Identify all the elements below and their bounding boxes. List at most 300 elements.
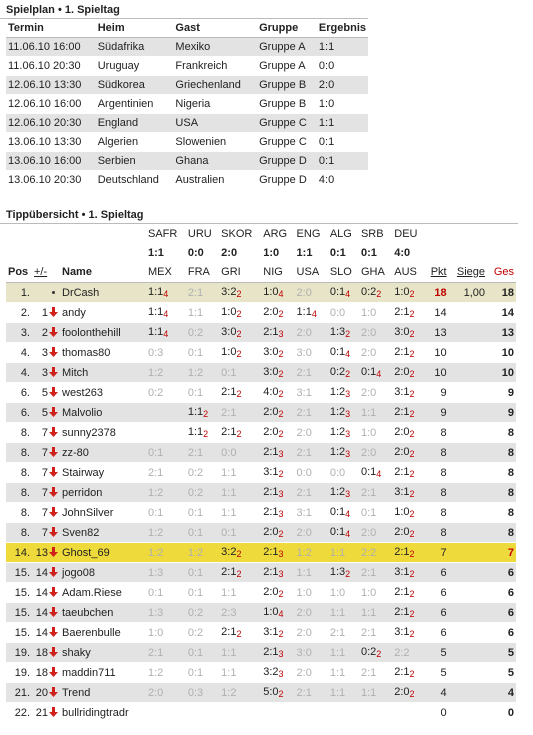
tip-score: 0:2 [187,326,204,339]
player-name[interactable]: DrCash [60,283,146,303]
tip-score: 0:1 [187,666,204,679]
tip-points: 2 [409,689,415,699]
tip-cell [186,623,219,643]
tip-cell [219,643,261,663]
player-pos: 14. [6,543,32,563]
tip-cell [392,403,425,423]
tip-score: 2:0 [394,686,410,698]
tip-cell [392,663,425,683]
match-ergebnis: 4:0 [318,174,335,186]
tip-cell [295,323,328,343]
col-pkt[interactable]: Pkt [425,262,449,283]
col-change[interactable]: +/- [32,262,60,283]
player-name[interactable]: west263 [60,383,146,403]
player-pkt: 18 [425,283,449,303]
tip-cell [328,683,359,703]
match-ergebnis: 0:1 [317,152,368,171]
tip-cell [261,703,294,723]
tip-cell [219,483,261,503]
tip-score: 1:2 [329,446,346,458]
match-heim: Südkorea [96,76,174,95]
tip-cell [219,423,261,443]
tip-points: 2 [236,389,242,399]
tip-score: 2:0 [263,406,279,418]
tip-score: 1:0 [263,606,279,618]
tip-score: 1:1 [360,686,377,699]
col-ergebnis: Ergebnis [317,19,368,38]
previous-pos: 7 [41,446,48,459]
tip-cell [219,683,261,703]
tip-score: 2:1 [296,366,312,379]
tip-score: 3:0 [394,326,410,338]
player-siege [449,543,487,563]
tip-cell [295,283,328,303]
tip-score: 0:1 [221,526,237,539]
tip-score: 2:1 [394,666,410,678]
tip-score: 0:3 [148,346,164,359]
tip-cell [219,563,261,583]
red-down-arrow-icon [49,447,58,457]
tip-cell [359,623,392,643]
tip-cell [328,303,359,323]
tip-cell [261,523,294,543]
tip-score: 2:0 [148,686,164,699]
player-name[interactable]: Adam.Riese [60,583,146,603]
tip-score: 0:2 [329,366,346,378]
tip-points: 3 [278,449,284,459]
tip-score: 1:0 [394,506,410,518]
col-pos[interactable]: Pos [6,262,32,283]
player-siege [449,303,487,323]
tip-cell [392,563,425,583]
tip-score: 1:2 [148,366,164,379]
tip-points: 2 [278,309,284,319]
tip-score: 1:0 [360,306,377,319]
away-code: NIG [261,262,294,283]
tip-score: 3:0 [221,326,237,338]
tip-cell [295,503,328,523]
player-change [32,643,60,663]
player-siege [449,383,487,403]
red-down-arrow-icon [49,347,58,357]
player-pos: 1. [6,283,32,303]
player-ges: 9 [487,383,516,403]
tip-cell [359,383,392,403]
tip-score: 2:0 [296,606,312,619]
tip-score: 2:1 [263,506,279,518]
tip-cell [328,523,359,543]
tip-cell [261,383,294,403]
tip-points: 4 [345,289,351,299]
header-away-row [6,262,516,283]
previous-pos: 2 [41,326,48,339]
tip-cell [295,643,328,663]
tip-cell [146,683,186,703]
tip-score: 1:3 [329,326,346,338]
player-name[interactable]: Baerenbulle [60,623,146,643]
match-result: 4:0 [394,246,411,259]
tip-points: 3 [278,329,284,339]
tip-cell [146,323,186,343]
col-ges[interactable]: Ges [487,262,516,283]
match-ergebnis: 1:1 [317,114,368,133]
player-pos: 8. [6,523,32,543]
match-ergebnis: 1:0 [318,98,335,110]
tip-score: 2:1 [296,446,312,459]
tip-score: 3:1 [296,506,312,519]
tip-cell [186,303,219,323]
previous-pos: 13 [35,546,48,559]
tip-cell [261,623,294,643]
tip-points: 4 [163,289,169,299]
match-termin: 13.06.10 16:00 [6,152,96,171]
tip-points: 2 [278,389,284,399]
tip-score: 2:0 [394,426,410,438]
match-result: 1:0 [263,246,280,259]
player-ges: 8 [487,423,516,443]
tip-points: 2 [236,309,242,319]
match-gast: Mexiko [173,38,257,57]
match-result: 0:1 [360,246,377,259]
player-change [32,563,60,583]
player-change [32,703,60,723]
tip-score: 1:2 [187,366,204,379]
tip-score: 2:1 [148,466,164,479]
player-name[interactable]: taeubchen [60,603,146,623]
match-gast: Frankreich [175,60,228,72]
tip-score: 0:1 [221,366,237,379]
player-name[interactable]: sunny2378 [60,423,146,443]
player-name[interactable]: JohnSilver [60,503,146,523]
player-name[interactable]: maddin711 [60,663,146,683]
match-gruppe: Gruppe D [257,152,317,171]
tip-score: 2:0 [263,586,279,598]
tip-points: 2 [345,369,351,379]
tip-cell [295,523,328,543]
tip-points: 2 [409,469,415,479]
tip-points: 4 [345,349,351,359]
player-row [6,463,516,483]
col-name[interactable]: Name [60,262,146,283]
previous-pos: 20 [35,686,48,699]
player-pkt: 14 [425,303,449,323]
tip-score: 1:1 [148,306,164,318]
tip-score: 3:1 [296,386,312,399]
away-code: USA [295,262,328,283]
tip-cell [186,463,219,483]
tip-score: 3:0 [296,346,312,359]
player-name[interactable]: foolonthehill [60,323,146,343]
player-siege: 1,00 [449,283,487,303]
player-ges: 6 [487,603,516,623]
player-row [6,403,516,423]
tip-score: 3:1 [263,466,279,478]
tip-cell [186,383,219,403]
header-spacer [32,243,60,262]
tip-points: 4 [163,309,169,319]
player-change [32,623,60,643]
match-gast: Ghana [173,152,257,171]
match-result: 2:0 [221,246,238,259]
player-name[interactable]: bullridingtradr [60,703,146,723]
player-pos: 15. [6,603,32,623]
tip-score: 2:0 [394,366,410,378]
red-down-arrow-icon [49,427,58,437]
tip-points: 2 [409,569,415,579]
tip-score: 3:1 [394,386,410,398]
tip-score: 2:1 [263,566,279,578]
tip-score: 0:1 [148,506,164,519]
tip-score: 0:1 [187,526,204,539]
tip-score: 0:1 [187,566,204,579]
header-spacer [449,224,487,243]
tip-points: 2 [409,589,415,599]
player-name[interactable]: Ghost_69 [60,543,146,563]
player-pos: 15. [6,563,32,583]
tip-points: 4 [278,289,284,299]
player-siege [449,663,487,683]
tip-score: 0:2 [187,466,204,479]
tip-points: 3 [278,569,284,579]
tip-cell [261,603,294,623]
tip-points: 2 [236,429,242,439]
player-change [32,483,60,503]
tip-cell [328,703,359,723]
player-row [6,523,516,543]
tip-score: 1:0 [360,586,377,599]
player-pkt: 5 [425,643,449,663]
tip-cell [392,383,425,403]
player-pos: 4. [6,363,32,383]
red-down-arrow-icon [49,307,58,317]
tip-cell [392,483,425,503]
tip-cell [295,463,328,483]
tip-score: 0:3 [187,686,204,699]
tip-score: 1:1 [221,586,237,599]
tip-cell [359,583,392,603]
tip-score: 2:1 [394,546,410,558]
tip-cell [392,363,425,383]
home-code: ARG [263,227,288,240]
tip-score: 1:0 [296,586,312,599]
tip-score: 2:1 [148,646,164,659]
tip-cell [186,423,219,443]
tip-cell [219,543,261,563]
tip-score: 0:1 [187,506,204,519]
player-change [32,603,60,623]
tip-score: 1:1 [329,686,346,699]
tip-score: 0:1 [187,586,204,599]
tip-score: 0:1 [360,506,377,519]
tip-cell [328,323,359,343]
tip-score: 2:1 [394,406,410,418]
tip-cell [261,363,294,383]
tip-cell [392,603,425,623]
tip-points: 2 [236,569,242,579]
red-down-arrow-icon [49,467,58,477]
tip-score: 2:1 [360,666,377,679]
tip-score: 0:1 [187,346,204,359]
home-code: ENG [296,227,321,240]
tip-cell [359,443,392,463]
tip-cell [359,483,392,503]
player-change [32,503,60,523]
player-pkt: 0 [425,703,449,723]
tip-score: 2:2 [394,646,410,659]
tip-score: 1:1 [329,666,346,679]
tip-cell [392,423,425,443]
tip-points: 2 [409,409,415,419]
match-gast: USA [173,114,257,133]
tip-score: 3:0 [263,366,279,378]
tip-score: 1:2 [329,426,346,438]
tip-cell [146,383,186,403]
tip-cell [328,643,359,663]
match-row [6,171,368,190]
tip-cell [146,663,186,683]
tip-score: 2:0 [360,386,377,399]
tip-cell [359,543,392,563]
tip-score: 1:3 [148,566,164,579]
tippuebersicht-section [0,207,518,723]
col-siege[interactable]: Siege [449,262,487,283]
player-name[interactable]: Trend [60,683,146,703]
player-ges: 8 [487,523,516,543]
tip-score: 1:3 [148,606,164,619]
player-pkt: 7 [425,543,449,563]
tip-score: 1:2 [329,486,346,498]
player-name[interactable]: Sven82 [60,523,146,543]
tip-cell [359,323,392,343]
tip-points: 2 [236,289,242,299]
tip-score: 2:1 [263,326,279,338]
header-spacer [425,224,449,243]
tip-points: 2 [345,569,351,579]
tip-score: 0:2 [187,486,204,499]
tip-cell [328,503,359,523]
previous-pos: 7 [41,466,48,479]
red-down-arrow-icon [49,667,58,677]
player-change [32,443,60,463]
tip-points: 2 [278,629,284,639]
tip-cell [186,683,219,703]
match-termin: 12.06.10 13:30 [6,76,96,95]
player-siege [449,623,487,643]
tip-cell [261,443,294,463]
tip-score: 1:1 [221,486,237,499]
player-siege [449,403,487,423]
red-down-arrow-icon [49,687,58,697]
player-ges: 8 [487,463,516,483]
tip-score: 4:0 [263,386,279,398]
player-ges: 10 [487,363,516,383]
tip-cell [261,643,294,663]
tip-cell [219,383,261,403]
tip-score: 2:1 [329,626,346,639]
player-pkt: 6 [425,623,449,643]
player-name[interactable]: Mitch [60,363,146,383]
player-name[interactable]: Stairway [60,463,146,483]
tip-score: 2:2 [360,546,377,559]
previous-pos: 3 [41,366,48,379]
tip-score: 2:0 [296,426,312,439]
red-down-arrow-icon [49,407,58,417]
tip-cell [328,463,359,483]
player-name[interactable]: shaky [60,643,146,663]
tip-score: 1:1 [148,326,164,338]
tip-score: 3:0 [296,646,312,659]
tip-points: 2 [278,349,284,359]
tip-score: 1:2 [187,546,204,559]
player-pkt: 8 [425,443,449,463]
header-spacer [6,243,32,262]
tip-score: 1:1 [329,546,346,559]
tip-cell [186,603,219,623]
player-name[interactable]: perridon [60,483,146,503]
tip-cell [295,403,328,423]
player-name[interactable]: jogo08 [60,563,146,583]
tip-cell [392,523,425,543]
tipp-table [6,224,516,723]
match-ergebnis: 2:0 [317,76,368,95]
tip-cell [146,523,186,543]
spielplan-title: Spielplan • 1. Spieltag [0,2,368,19]
tip-points: 2 [409,549,415,559]
player-siege [449,483,487,503]
match-result: 0:0 [187,246,204,259]
tip-cell [146,643,186,663]
player-siege [449,643,487,663]
player-change [32,323,60,343]
red-down-arrow-icon [49,327,58,337]
previous-pos: 7 [41,526,48,539]
tip-score: 1:1 [221,646,237,659]
player-name[interactable]: Malvolio [60,403,146,423]
player-siege [449,343,487,363]
tip-score: 2:0 [296,526,312,539]
tip-points: 2 [376,649,382,659]
tip-score: 2:1 [394,606,410,618]
tip-cell [186,483,219,503]
tip-cell [186,343,219,363]
tip-score: 2:1 [187,286,204,299]
away-code: SLO [328,262,359,283]
tip-score: 1:2 [329,386,346,398]
tip-score: 3:0 [263,346,279,358]
tip-cell [295,383,328,403]
red-down-arrow-icon [49,587,58,597]
tip-score: 1:1 [187,406,204,418]
player-ges: 8 [487,503,516,523]
player-siege [449,423,487,443]
tip-cell [261,323,294,343]
tip-points: 2 [236,549,242,559]
match-row [6,152,368,171]
tip-points: 3 [278,669,284,679]
player-name[interactable]: zz-80 [60,443,146,463]
tip-cell [186,363,219,383]
player-siege [449,363,487,383]
player-pkt: 4 [425,683,449,703]
tip-score: 1:3 [329,566,346,578]
player-row [6,323,516,343]
player-name[interactable]: andy [60,303,146,323]
tip-score: 2:0 [360,326,377,339]
player-name[interactable]: thomas80 [60,343,146,363]
tip-points: 2 [409,489,415,499]
tip-cell [392,503,425,523]
previous-pos: 5 [41,386,48,399]
